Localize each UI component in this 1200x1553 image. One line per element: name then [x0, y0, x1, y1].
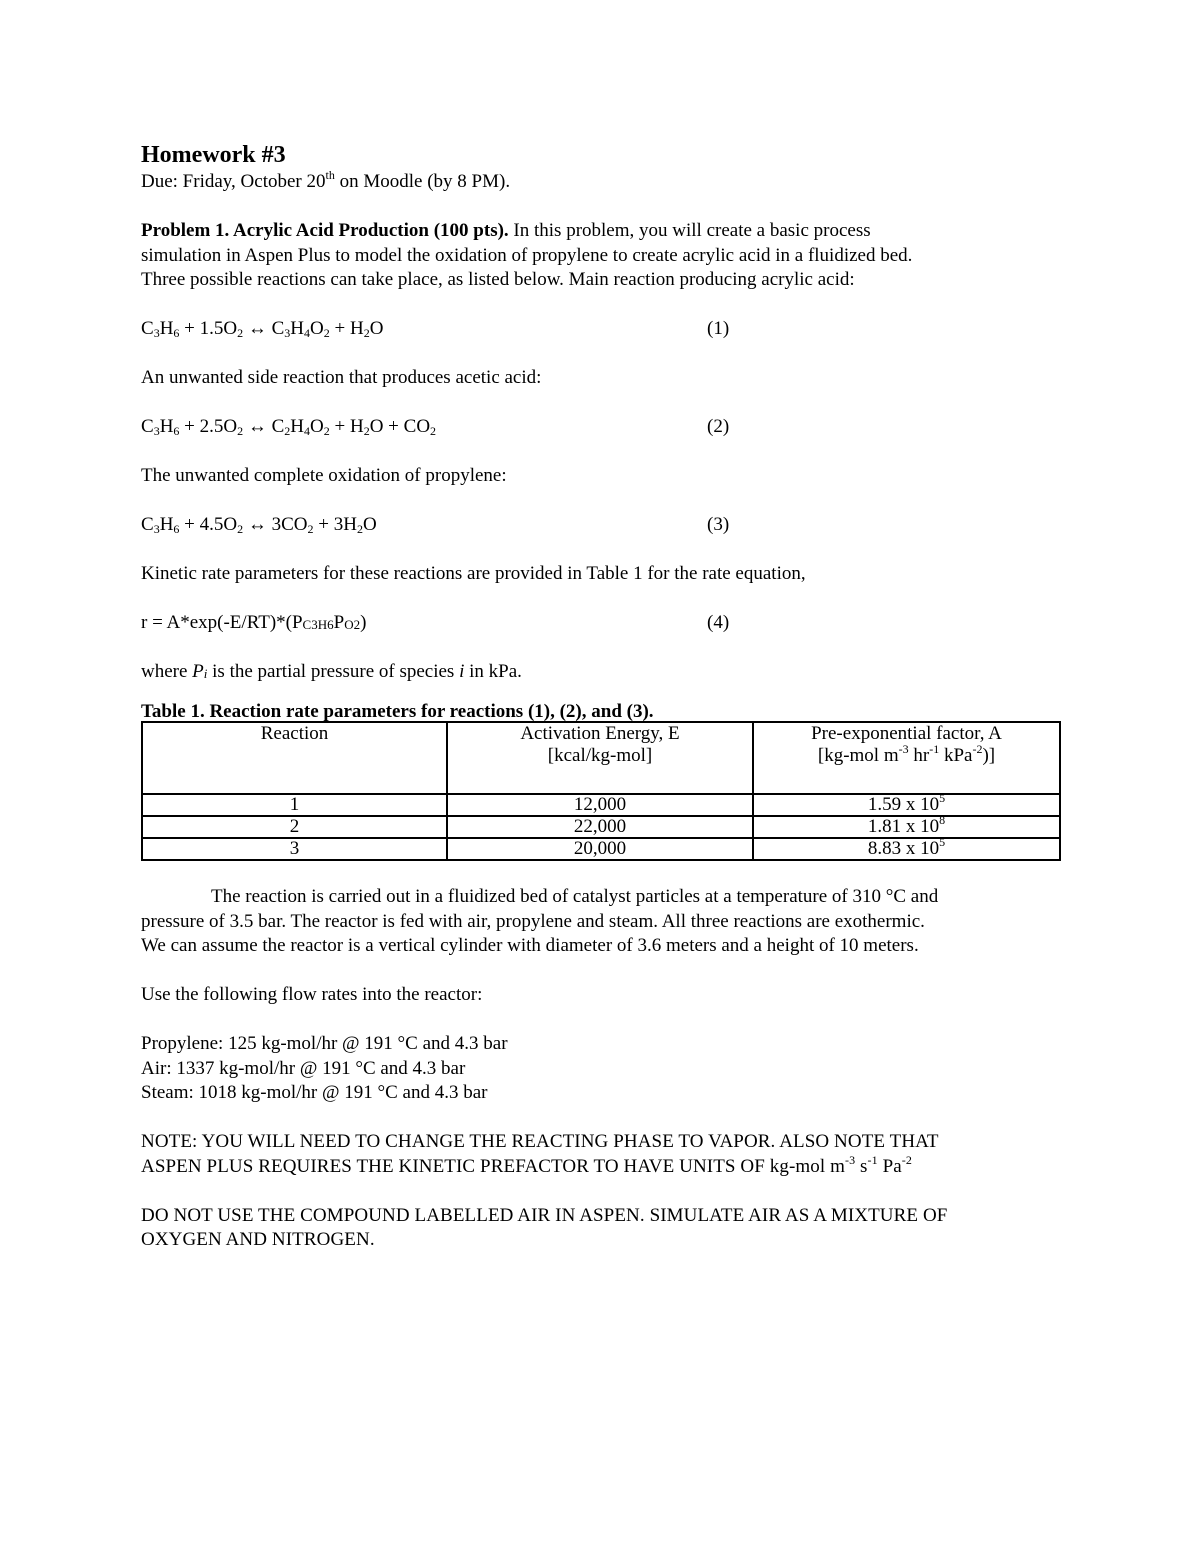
- header-factor-line1: Pre-exponential factor, A: [811, 722, 1002, 744]
- equation-4: [141, 611, 1061, 636]
- table-row: [142, 838, 1060, 860]
- rate-mid: P: [333, 612, 345, 633]
- note1-sup1: -3: [844, 1152, 856, 1167]
- factor-base: 1.81 x 10: [867, 815, 940, 837]
- description-line3: We can assume the reactor is a vertical cylinder with diameter of 3.6 meters and a height of 10 meters.: [141, 935, 919, 956]
- due-superscript: th: [325, 168, 335, 182]
- rate-prefix: r = A*exp(-E/RT)*(P: [141, 612, 303, 633]
- table-row: [142, 794, 1060, 816]
- rate-sub-c3h6: C3H6: [302, 617, 334, 632]
- factor-exponent: 5: [939, 834, 946, 849]
- cell-factor: [753, 834, 1060, 860]
- description-line1: The reaction is carried out in a fluidized bed of catalyst particles at a temperature of 310 °C and: [211, 886, 939, 907]
- factor-base: 8.83 x 10: [867, 837, 940, 859]
- flow-intro: Use the following flow rates into the reactor:: [141, 984, 483, 1005]
- header-reaction: Reaction: [142, 722, 447, 794]
- equation-1: [141, 317, 1061, 342]
- where-suffix: in kPa.: [464, 661, 522, 682]
- factor-base: 1.59 x 10: [867, 793, 940, 815]
- equation-2-formula: $C_3H_6 + 2.5O_2$ ↔ $C_2H_4O_2 + H_2O + CO_2$: [141, 416, 437, 438]
- cell-reaction: 1: [142, 794, 447, 816]
- note1-line1: NOTE: YOU WILL NEED TO CHANGE THE REACTING PHASE TO VAPOR. ALSO NOTE THAT: [141, 1131, 939, 1152]
- note1-sup3: -2: [901, 1152, 912, 1167]
- where-i-sub: i: [203, 666, 208, 681]
- rate-equation: [141, 612, 366, 633]
- flow-propylene: Propylene: 125 kg-mol/hr @ 191 °C and 4.3 bar: [141, 1033, 508, 1054]
- header-energy-line2: [kcal/kg-mol]: [547, 744, 653, 766]
- where-text: [141, 660, 1061, 687]
- note2-line1: DO NOT USE THE COMPOUND LABELLED AIR IN ASPEN. SIMULATE AIR AS A MIXTURE OF: [141, 1204, 948, 1226]
- due-suffix: on Moodle (by 8 PM).: [334, 171, 511, 192]
- header-factor-d: )]: [982, 744, 996, 766]
- header-factor-sup2: -1: [929, 741, 940, 756]
- header-factor-b: hr: [908, 744, 930, 766]
- table-header-row: [142, 722, 1060, 794]
- where-prefix: where: [141, 661, 193, 682]
- cell-reaction: 2: [142, 816, 447, 838]
- factor-exponent: 5: [939, 790, 946, 805]
- page-title: Homework #3: [141, 142, 286, 168]
- kinetic-text: Kinetic rate parameters for these reactions are provided in Table 1 for the rate equation,: [141, 563, 806, 584]
- note1-line2-a: ASPEN PLUS REQUIRES THE KINETIC PREFACTOR TO HAVE UNITS OF kg-mol m: [141, 1155, 845, 1177]
- cell-energy: 22,000: [447, 816, 753, 838]
- header-factor-sup1: -3: [898, 741, 909, 756]
- problem-heading: Problem 1. Acrylic Acid Production (100 pts).: [141, 220, 509, 241]
- equation-2: [141, 415, 1061, 440]
- cell-reaction: 3: [142, 838, 447, 860]
- table-caption: Table 1. Reaction rate parameters for reactions (1), (2), and (3).: [141, 700, 654, 722]
- note1-line2: [141, 1152, 1061, 1180]
- header-energy-line1: Activation Energy, E: [520, 722, 680, 744]
- problem-intro: [141, 219, 1061, 244]
- equation-3-number: (3): [707, 514, 730, 535]
- where-i: i: [459, 661, 465, 682]
- cell-energy: 20,000: [447, 838, 753, 860]
- header-activation-energy: [447, 722, 753, 794]
- table-row: [142, 816, 1060, 838]
- reaction-parameters-table: [141, 721, 1061, 861]
- factor-exponent: 8: [939, 812, 946, 827]
- equation-3-formula: $C_3H_6 + 4.5O_2$ ↔ $3CO_2 + 3H_2O$: [141, 514, 377, 536]
- flow-air: Air: 1337 kg-mol/hr @ 191 °C and 4.3 bar: [141, 1057, 466, 1079]
- cell-factor: [753, 812, 1060, 838]
- rate-suffix: ): [360, 612, 367, 633]
- complete-oxidation-text: The unwanted complete oxidation of propylene:: [141, 465, 507, 486]
- equation-1-number: (1): [707, 318, 730, 339]
- equation-3: [141, 513, 1061, 538]
- flow-steam: Steam: 1018 kg-mol/hr @ 191 °C and 4.3 bar: [141, 1082, 488, 1103]
- due-line: [141, 170, 1061, 195]
- note1-sup2: -1: [867, 1152, 878, 1167]
- where-pi: [192, 661, 207, 682]
- equation-4-number: (4): [707, 612, 730, 633]
- where-p: P: [192, 661, 204, 682]
- note2-line2: OXYGEN AND NITROGEN.: [141, 1229, 375, 1250]
- due-prefix: Due: Friday, October 20: [141, 171, 326, 192]
- equation-1-formula: $C_3H_6 + 1.5O_2$ ↔ $C_3H_4O_2 + H_2O$: [141, 318, 384, 340]
- cell-energy: 12,000: [447, 794, 753, 816]
- problem-intro-line1: In this problem, you will create a basic process: [508, 220, 871, 241]
- header-pre-exponential: [753, 722, 1060, 794]
- document-page: [141, 140, 1061, 1253]
- header-factor-c: kPa: [939, 744, 973, 766]
- header-factor-a: [kg-mol m: [817, 744, 899, 766]
- problem-intro-line2: simulation in Aspen Plus to model the oxidation of propylene to create acrylic acid in a fluidized bed.: [141, 244, 913, 266]
- problem-intro-line3: Three possible reactions can take place, as listed below. Main reaction producing acrylic acid:: [141, 269, 855, 290]
- note1-line2-b: s: [855, 1155, 868, 1177]
- note1-line2-c: Pa: [877, 1155, 902, 1177]
- cell-factor: [753, 790, 1060, 816]
- header-factor-sup3: -2: [972, 741, 983, 756]
- where-mid: is the partial pressure of species: [207, 661, 460, 682]
- description-line2: pressure of 3.5 bar. The reactor is fed with air, propylene and steam. All three reactions are exothermic.: [141, 910, 925, 932]
- side-reaction-text: An unwanted side reaction that produces acetic acid:: [141, 367, 542, 388]
- rate-sub-o2: O2: [344, 617, 361, 632]
- equation-2-number: (2): [707, 416, 730, 437]
